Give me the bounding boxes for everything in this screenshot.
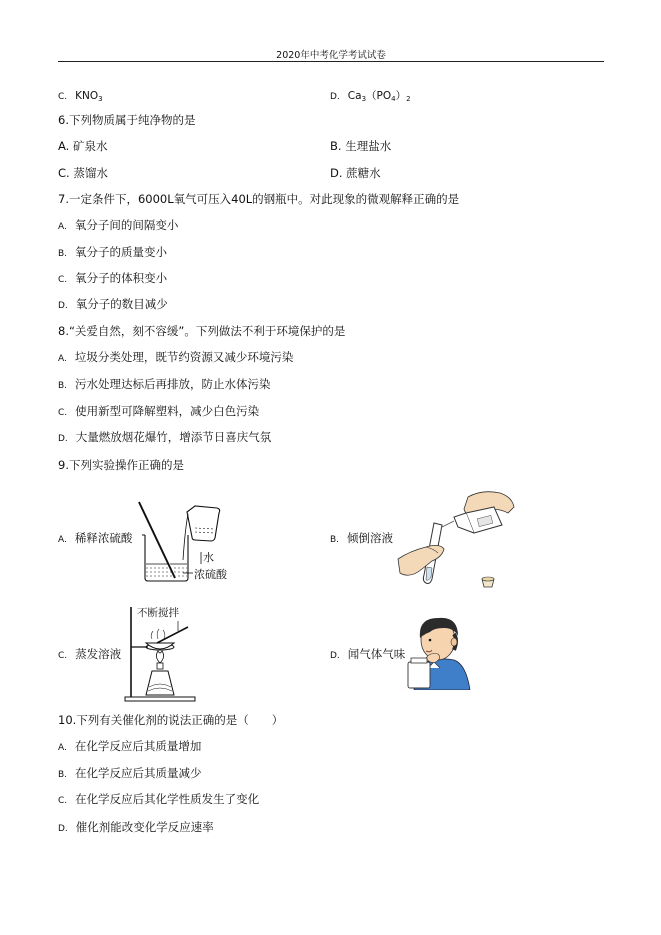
- q8-option-c-letter: C.: [58, 408, 68, 418]
- q8-stem: 8.“关爱自然，刻不容缓”。下列做法不利于环境保护的是: [58, 324, 346, 338]
- q6-option-c: C. 蒸馏水: [58, 166, 108, 180]
- q9-option-b-letter: B.: [330, 535, 340, 545]
- q8-option-b-text: 污水处理达标后再排放，防止水体污染: [75, 377, 271, 391]
- q7-option-c: [58, 271, 167, 287]
- q6-option-a: A. 矿泉水: [58, 139, 108, 153]
- q7-option-b-text: 氧分子的质量变小: [75, 245, 168, 259]
- q9-option-c-letter: C.: [58, 651, 68, 661]
- q9-option-d-text: 闻气体气味: [347, 647, 406, 661]
- q9-option-b: [330, 531, 393, 547]
- q7-option-d-text: 氧分子的数目减少: [75, 297, 168, 311]
- q10-option-b-text: 在化学反应后其质量减少: [75, 766, 202, 780]
- page-header-title: 2020年中考化学考试试卷: [276, 50, 386, 61]
- q7-option-b: [58, 245, 167, 261]
- q10-stem: 10.下列有关催化剂的说法正确的是（ ）: [58, 713, 284, 727]
- q8-option-b-letter: B.: [58, 381, 68, 391]
- q5-option-d-sub1: 3: [361, 95, 367, 103]
- q8-option-d: [58, 430, 271, 446]
- q10-option-d-letter: D.: [58, 824, 68, 834]
- header-divider: [58, 61, 604, 62]
- q10-option-d: [58, 820, 214, 836]
- q9-a-water-label: 水: [203, 551, 214, 564]
- q9-option-a-text: 稀释浓硫酸: [74, 531, 133, 545]
- q10-option-a-text: 在化学反应后其质量增加: [74, 739, 202, 753]
- q9-option-c-text: 蒸发溶液: [75, 647, 122, 661]
- q9-option-c: [58, 647, 121, 663]
- q5-option-d-po: （PO: [366, 90, 392, 102]
- q7-option-a-text: 氧分子间的间隔变小: [74, 218, 179, 232]
- q8-option-b: [58, 377, 271, 393]
- q5-option-c-sub: 3: [98, 95, 103, 103]
- q5-option-c-formula: KNO: [75, 90, 99, 102]
- q8-option-a-letter: A.: [58, 354, 67, 364]
- q7-option-b-letter: B.: [58, 249, 68, 259]
- q9-a-acid-label: 浓硫酸: [194, 568, 227, 581]
- q9-option-b-text: 倾倒溶液: [347, 531, 394, 545]
- q9-option-a: [58, 531, 132, 547]
- q5-option-d: [330, 88, 411, 106]
- q10-option-c-text: 在化学反应后其化学性质发生了变化: [75, 792, 260, 806]
- q6-option-b: B. 生理盐水: [330, 139, 392, 153]
- q5-option-d-close: ）: [395, 90, 407, 102]
- q10-option-a: [58, 739, 201, 755]
- q9-stem: 9.下列实验操作正确的是: [58, 458, 184, 472]
- q5-option-d-sub2: 4: [391, 95, 396, 103]
- q8-option-c: [58, 404, 259, 420]
- q7-option-a: [58, 218, 178, 234]
- q7-stem: 7.一定条件下，6000L氧气可压入40L的钢瓶中。对此现象的微观解释正确的是: [58, 192, 460, 206]
- q10-option-b: [58, 766, 202, 782]
- q8-option-a-text: 垃圾分类处理，既节约资源又减少环境污染: [74, 350, 294, 364]
- q10-option-b-letter: B.: [58, 770, 68, 780]
- q9-option-d-letter: D.: [330, 651, 340, 661]
- q6-option-d: D. 蔗糖水: [330, 166, 381, 180]
- q7-option-a-letter: A.: [58, 222, 67, 232]
- q7-option-c-text: 氧分子的体积变小: [75, 271, 168, 285]
- q7-option-d: [58, 297, 168, 313]
- q5-option-d-letter: D.: [330, 92, 340, 102]
- q10-option-c-letter: C.: [58, 796, 68, 806]
- q8-option-d-letter: D.: [58, 434, 68, 444]
- q10-option-a-letter: A.: [58, 743, 67, 753]
- q5-option-c: [58, 88, 103, 106]
- q9-b-figure: [396, 487, 521, 595]
- q10-option-d-text: 催化剂能改变化学反应速率: [75, 820, 214, 834]
- q5-option-c-letter: C.: [58, 92, 68, 102]
- q7-option-d-letter: D.: [58, 301, 68, 311]
- q9-option-a-letter: A.: [58, 535, 67, 545]
- q9-d-figure: [404, 610, 472, 690]
- q8-option-d-text: 大量燃放烟花爆竹，增添节日喜庆气氛: [75, 430, 272, 444]
- q8-option-a: [58, 350, 293, 366]
- q7-option-c-letter: C.: [58, 275, 68, 285]
- q10-option-c: [58, 792, 259, 808]
- q9-option-d: [330, 647, 405, 663]
- q9-c-stir-label: 不断搅拌: [137, 607, 179, 619]
- q5-option-d-sub3: 2: [406, 95, 411, 103]
- q6-stem: 6.下列物质属于纯净物的是: [58, 113, 196, 127]
- q8-option-c-text: 使用新型可降解塑料，减少白色污染: [75, 404, 260, 418]
- q5-option-d-ca: Ca: [347, 90, 362, 102]
